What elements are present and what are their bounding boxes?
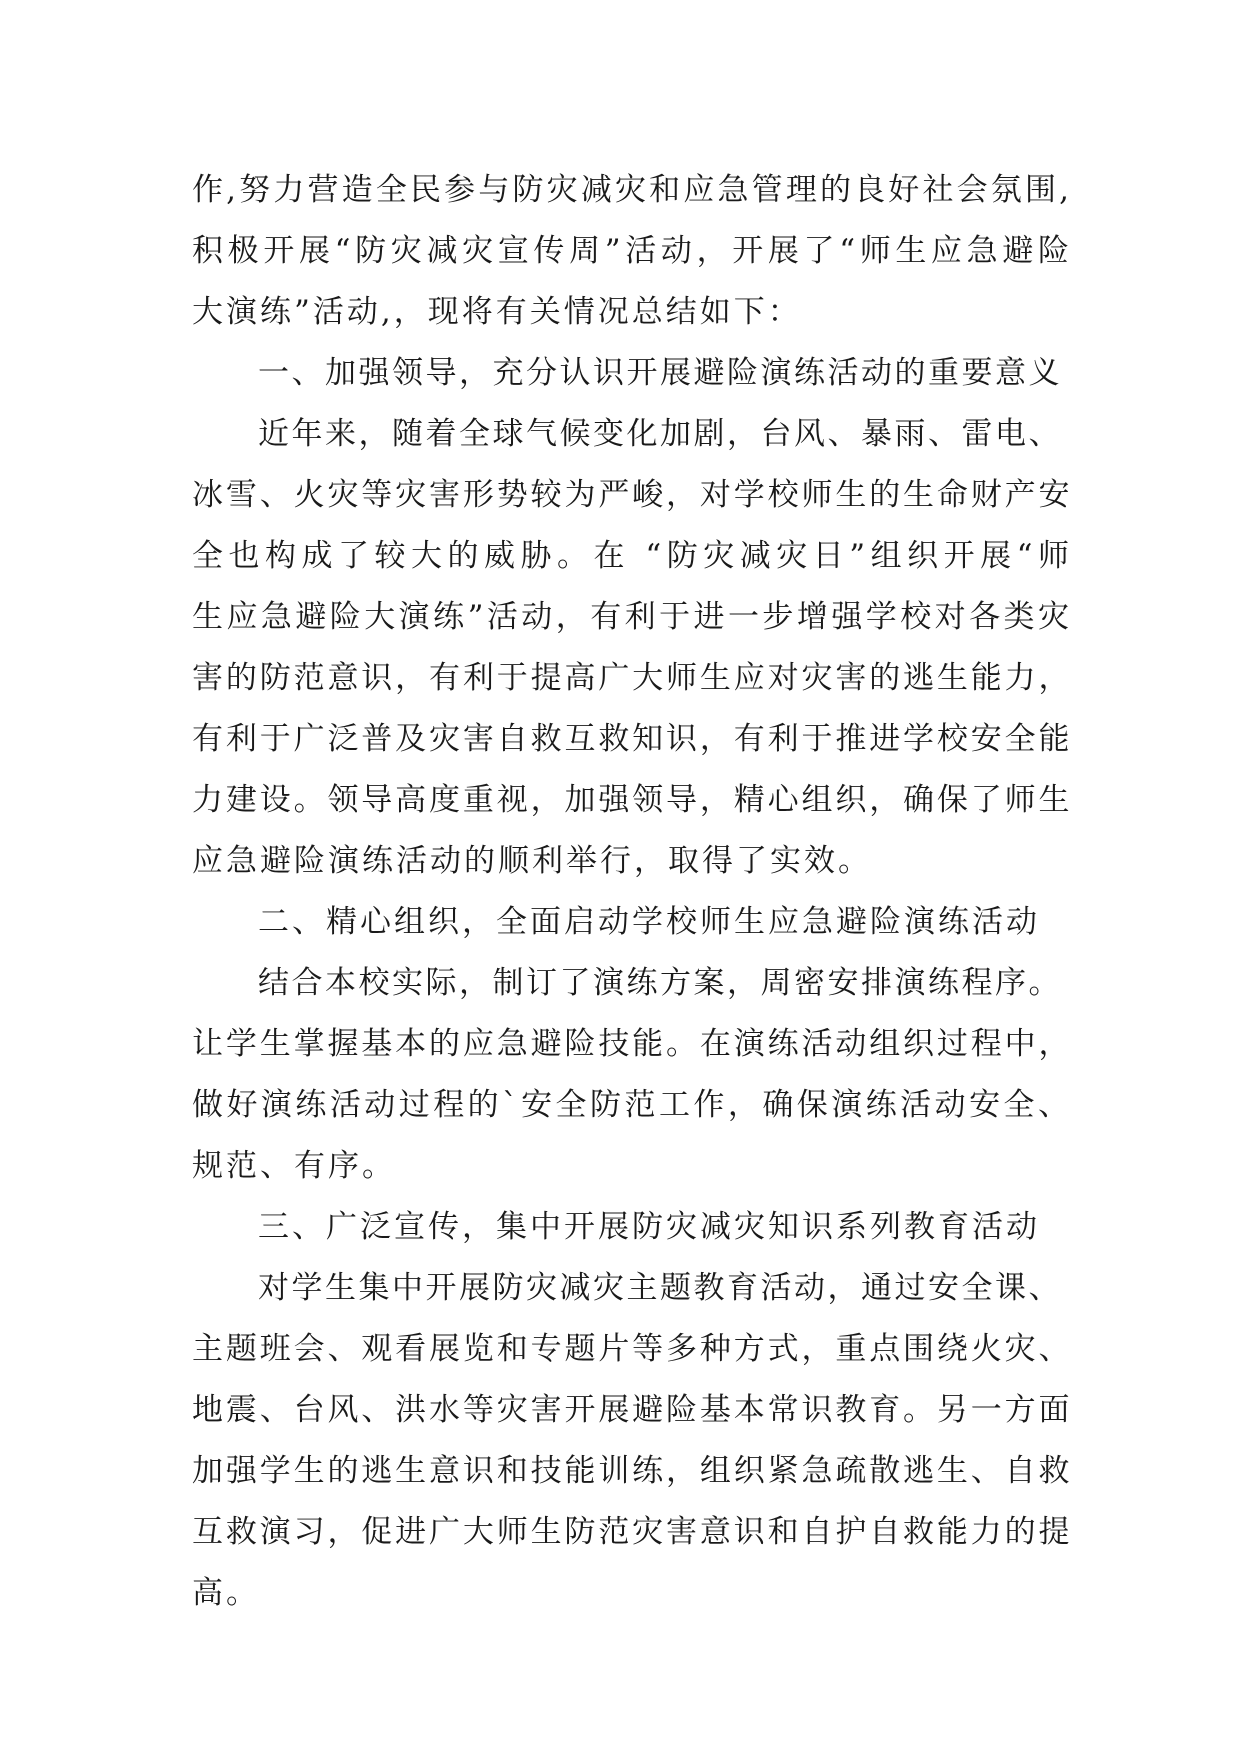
text-line: 力建设。领导高度重视，加强领导，精心组织，确保了师生 [192, 782, 1072, 818]
text-line: 结合本校实际，制订了演练方案，周密安排演练程序。 [258, 965, 1062, 1001]
text-line: 让学生掌握基本的应急避险技能。在演练活动组织过程中， [192, 1026, 1072, 1062]
text-line: 加强学生的逃生意识和技能训练，组织紧急疏散逃生、自救 [192, 1453, 1072, 1489]
text-line: 积极开展“防灾减灾宣传周”活动，开展了“师生应急避险 [192, 233, 1072, 269]
text-line: 全也构成了较大的威胁。在 “防灾减灾日”组织开展“师 [192, 538, 1072, 574]
text-line: 害的防范意识，有利于提高广大师生应对灾害的逃生能力， [192, 660, 1072, 696]
text-line: 大演练”活动,，现将有关情况总结如下： [192, 294, 802, 330]
text-line: 地震、台风、洪水等灾害开展避险基本常识教育。另一方面 [192, 1392, 1072, 1428]
text-line: 做好演练活动过程的`安全防范工作，确保演练活动安全、 [192, 1087, 1072, 1123]
text-line: 主题班会、观看展览和专题片等多种方式，重点围绕火灾、 [192, 1331, 1072, 1367]
text-line: 近年来，随着全球气候变化加剧，台风、暴雨、雷电、 [258, 416, 1062, 452]
text-line: 冰雪、火灾等灾害形势较为严峻，对学校师生的生命财产安 [192, 477, 1072, 513]
text-line: 作,努力营造全民参与防灾减灾和应急管理的良好社会氛围, [192, 172, 1072, 208]
section-heading-2: 二、精心组织，全面启动学校师生应急避险演练活动 [258, 904, 1040, 940]
text-line: 生应急避险大演练”活动，有利于进一步增强学校对各类灾 [192, 599, 1072, 635]
text-line: 对学生集中开展防灾减灾主题教育活动，通过安全课、 [258, 1270, 1062, 1306]
text-line: 有利于广泛普及灾害自救互救知识，有利于推进学校安全能 [192, 721, 1072, 757]
text-line: 互救演习，促进广大师生防范灾害意识和自护自救能力的提 [192, 1514, 1072, 1550]
text-line: 应急避险演练活动的顺利举行，取得了实效。 [192, 843, 872, 879]
text-line: 规范、有序。 [192, 1148, 396, 1184]
section-heading-1: 一、加强领导，充分认识开展避险演练活动的重要意义 [258, 355, 1062, 391]
text-line: 高。 [192, 1575, 260, 1611]
section-heading-3: 三、广泛宣传，集中开展防灾减灾知识系列教育活动 [258, 1209, 1040, 1245]
document-body [192, 160, 1072, 1624]
